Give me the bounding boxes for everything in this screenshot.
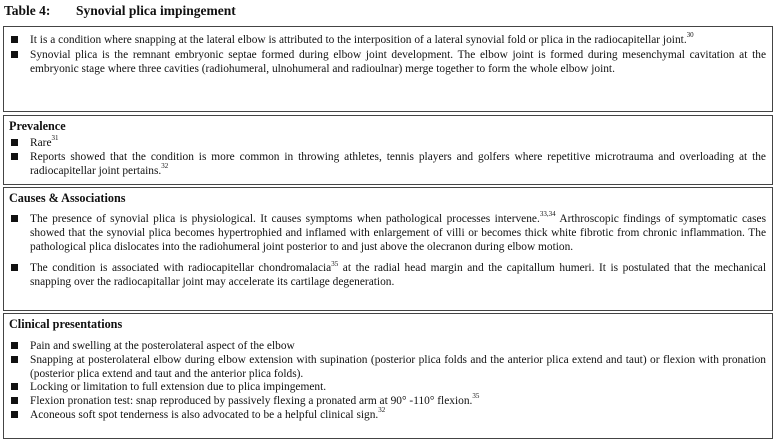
bullet-item: Snapping at posterolateral elbow during elbow extension with supination (posterior plica folds and the anterior plica extend and taut) or flexion with pronation (posterior plica extend and taut and the anterior plica folds). bbox=[4, 354, 772, 382]
section-heading: Clinical presentations bbox=[9, 317, 123, 331]
table-title bbox=[4, 3, 236, 19]
square-bullet-icon bbox=[11, 153, 18, 160]
table-number: Table 4: bbox=[4, 3, 51, 18]
bullet-item: Pain and swelling at the posterolateral aspect of the elbow bbox=[4, 340, 772, 354]
bullet-item: The presence of synovial plica is physiological. It causes symptoms when pathological processes intervene.$^{33,34}$ Arthroscopic findings of symptomatic cases showed that the synovial plica becomes hypertrophied and inflamed with enlargement of villi or becomes thick white fibrotic from chronic inflammation. The pathological plica dislocates into the radiohumeral joint posterior to and just above the olecranon during elbow motion. bbox=[4, 213, 772, 254]
square-bullet-icon bbox=[11, 51, 18, 58]
square-bullet-icon bbox=[11, 215, 18, 222]
bullet-item: The condition is associated with radiocapitellar chondromalacia$^{35}$ at the radial head margin and the capitallum humeri. It is postulated that the mechanical snapping over the radiocapitallar joint may accelerate its cartilage degeneration. bbox=[4, 262, 772, 290]
bullet-item: Aconeous soft spot tenderness is also advocated to be a helpful clinical sign.$^{32}$ bbox=[4, 409, 772, 423]
square-bullet-icon bbox=[11, 356, 18, 363]
definition-section bbox=[3, 26, 773, 112]
square-bullet-icon bbox=[11, 264, 18, 271]
bullet-item: Locking or limitation to full extension due to plica impingement. bbox=[4, 381, 772, 395]
causes-section bbox=[3, 187, 773, 311]
square-bullet-icon bbox=[11, 397, 18, 404]
bullet-item: Reports showed that the condition is more common in throwing athletes, tennis players and golfers where repetitive microtrauma and overloading at the radiocapitellar joint pertains.$^{32}$ bbox=[4, 151, 772, 179]
square-bullet-icon bbox=[11, 342, 18, 349]
section-heading: Causes & Associations bbox=[9, 191, 126, 205]
square-bullet-icon bbox=[11, 383, 18, 390]
bullet-item: Synovial plica is the remnant embryonic septae formed during elbow joint development. The elbow joint is formed during mesenchymal cavitation at the embryonic stage where three cavities (radiohumeral, ulnohumeral and radioulnar) merge together to form the whole elbow joint. bbox=[4, 49, 772, 77]
bullet-item: Flexion pronation test: snap reproduced by passively flexing a pronated arm at 90° -110° flexion.$^{35}$ bbox=[4, 395, 772, 409]
prevalence-section bbox=[3, 115, 773, 185]
clinical-section bbox=[3, 313, 773, 439]
square-bullet-icon bbox=[11, 411, 18, 418]
square-bullet-icon bbox=[11, 36, 18, 43]
section-heading: Prevalence bbox=[9, 119, 66, 133]
bullet-item: It is a condition where snapping at the lateral elbow is attributed to the interposition of a lateral synovial fold or plica in the radiocapitellar joint.$^{30}$ bbox=[4, 34, 772, 48]
table-caption: Synovial plica impingement bbox=[76, 3, 236, 18]
bullet-item: Rare$^{31}$ bbox=[4, 137, 772, 151]
square-bullet-icon bbox=[11, 139, 18, 146]
